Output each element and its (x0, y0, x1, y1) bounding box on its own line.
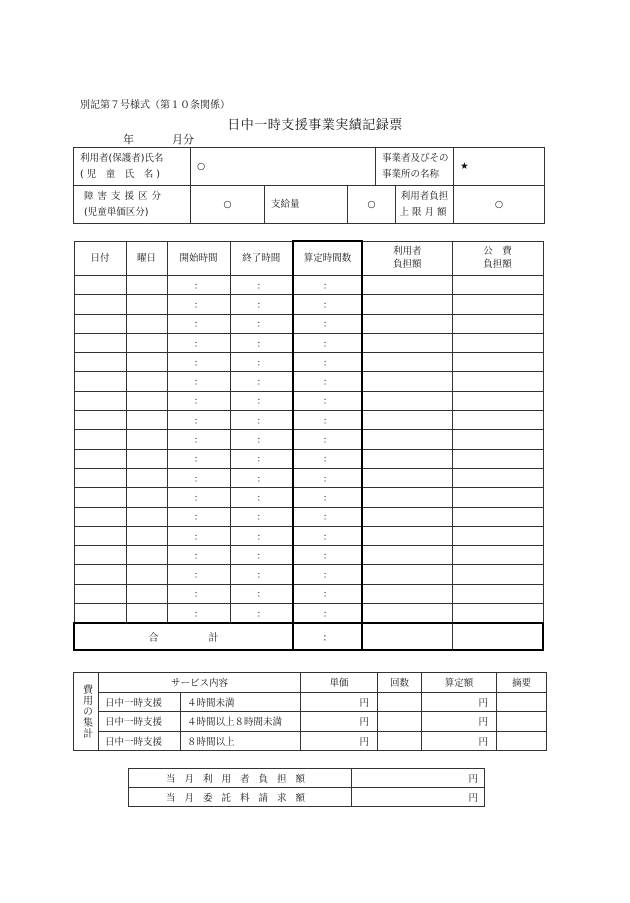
record-public-burden-cell[interactable] (452, 314, 543, 333)
total-user-burden[interactable] (362, 623, 452, 650)
record-calc-hours-cell[interactable]: ： (293, 449, 362, 468)
record-start-time-cell[interactable]: ： (167, 353, 230, 372)
record-row (74, 468, 543, 487)
record-date-cell[interactable] (74, 430, 126, 449)
record-start-time-cell[interactable]: ： (167, 565, 230, 584)
record-end-time-cell[interactable]: ： (230, 314, 293, 333)
record-end-time-cell[interactable]: ： (230, 526, 293, 545)
record-calc-hours-cell[interactable]: ： (293, 391, 362, 410)
record-user-burden-cell[interactable] (362, 276, 452, 295)
record-table (73, 240, 544, 651)
total-label: 合 計 (74, 623, 293, 650)
record-end-time-cell[interactable]: ： (230, 468, 293, 487)
fee-amount[interactable]: 円 (422, 731, 497, 751)
record-calc-hours-cell[interactable]: ： (293, 353, 362, 372)
record-weekday-cell[interactable] (126, 411, 167, 430)
provider-value[interactable]: ★ (454, 148, 545, 186)
record-start-time-cell[interactable]: ： (167, 468, 230, 487)
monthly-commission-value[interactable]: 円 (352, 788, 485, 807)
record-calc-hours-cell[interactable]: ： (293, 430, 362, 449)
record-calc-hours-cell[interactable]: ： (293, 333, 362, 352)
record-end-time-cell[interactable]: ： (230, 430, 293, 449)
record-date-cell[interactable] (74, 565, 126, 584)
record-user-burden-cell[interactable] (362, 411, 452, 430)
record-user-burden-cell[interactable] (362, 488, 452, 507)
record-public-burden-cell[interactable] (452, 468, 543, 487)
total-row (74, 623, 543, 650)
record-public-burden-cell[interactable] (452, 295, 543, 314)
fee-amount[interactable]: 円 (422, 692, 497, 712)
header-weekday: 曜日 (126, 241, 167, 276)
burden-limit-label: 利用者負担 上限月額 (396, 186, 454, 224)
record-date-cell[interactable] (74, 295, 126, 314)
record-weekday-cell[interactable] (126, 276, 167, 295)
record-start-time-cell[interactable]: ： (167, 449, 230, 468)
fee-header-unit-price: 単価 (301, 673, 378, 693)
fee-count[interactable] (378, 692, 422, 712)
record-row (74, 546, 543, 565)
record-public-burden-cell[interactable] (452, 488, 543, 507)
period-year: 年 (123, 133, 134, 146)
fee-unit-price[interactable]: 円 (301, 692, 378, 712)
monthly-total-table (128, 768, 485, 807)
record-end-time-cell[interactable]: ： (230, 411, 293, 430)
record-row (74, 488, 543, 507)
record-calc-hours-cell[interactable]: ： (293, 372, 362, 391)
fee-count[interactable] (378, 712, 422, 732)
record-calc-hours-cell[interactable]: ： (293, 565, 362, 584)
record-end-time-cell[interactable]: ： (230, 584, 293, 603)
record-weekday-cell[interactable] (126, 314, 167, 333)
record-user-burden-cell[interactable] (362, 333, 452, 352)
header-user-burden: 利用者 負担額 (362, 241, 452, 276)
record-date-cell[interactable] (74, 584, 126, 603)
record-user-burden-cell[interactable] (362, 295, 452, 314)
record-public-burden-cell[interactable] (452, 526, 543, 545)
record-calc-hours-cell[interactable]: ： (293, 546, 362, 565)
fee-count[interactable] (378, 731, 422, 751)
record-weekday-cell[interactable] (126, 546, 167, 565)
record-user-burden-cell[interactable] (362, 468, 452, 487)
record-weekday-cell[interactable] (126, 295, 167, 314)
total-public-burden[interactable] (452, 623, 543, 650)
fee-amount[interactable]: 円 (422, 712, 497, 732)
user-name-label: 利用者(保護者)氏名 ( 児 童 氏 名 ) (74, 148, 191, 186)
record-public-burden-cell[interactable] (452, 546, 543, 565)
record-calc-hours-cell[interactable]: ： (293, 295, 362, 314)
record-start-time-cell[interactable]: ： (167, 411, 230, 430)
record-user-burden-cell[interactable] (362, 546, 452, 565)
record-start-time-cell[interactable]: ： (167, 391, 230, 410)
record-date-cell[interactable] (74, 411, 126, 430)
record-user-burden-cell[interactable] (362, 353, 452, 372)
record-date-cell[interactable] (74, 276, 126, 295)
record-end-time-cell[interactable]: ： (230, 565, 293, 584)
fee-note[interactable] (497, 712, 547, 732)
record-row (74, 314, 543, 333)
fee-header-service: サービス内容 (99, 673, 301, 693)
record-user-burden-cell[interactable] (362, 565, 452, 584)
form-number-label: 別記第７号様式（第１０条関係） (80, 100, 230, 111)
record-date-cell[interactable] (74, 604, 126, 624)
record-public-burden-cell[interactable] (452, 449, 543, 468)
fee-summary-table (73, 672, 547, 751)
record-public-burden-cell[interactable] (452, 411, 543, 430)
record-row (74, 295, 543, 314)
record-weekday-cell[interactable] (126, 604, 167, 624)
record-weekday-cell[interactable] (126, 584, 167, 603)
fee-service-detail: ４時間未満 (181, 692, 301, 712)
record-start-time-cell[interactable]: ： (167, 584, 230, 603)
record-weekday-cell[interactable] (126, 468, 167, 487)
record-start-time-cell[interactable]: ： (167, 526, 230, 545)
record-header-row (74, 241, 543, 276)
fee-header-amount: 算定額 (422, 673, 497, 693)
fee-row (74, 712, 547, 732)
header-date: 日付 (74, 241, 126, 276)
record-calc-hours-cell[interactable]: ： (293, 488, 362, 507)
record-calc-hours-cell[interactable]: ： (293, 276, 362, 295)
record-date-cell[interactable] (74, 526, 126, 545)
record-date-cell[interactable] (74, 507, 126, 526)
record-end-time-cell[interactable]: ： (230, 353, 293, 372)
record-row (74, 276, 543, 295)
record-start-time-cell[interactable]: ： (167, 314, 230, 333)
record-public-burden-cell[interactable] (452, 604, 543, 624)
record-start-time-cell[interactable]: ： (167, 295, 230, 314)
record-weekday-cell[interactable] (126, 430, 167, 449)
record-weekday-cell[interactable] (126, 488, 167, 507)
record-date-cell[interactable] (74, 314, 126, 333)
fee-unit-price[interactable]: 円 (301, 712, 378, 732)
record-public-burden-cell[interactable] (452, 430, 543, 449)
user-info-table (73, 147, 545, 224)
record-start-time-cell[interactable]: ： (167, 372, 230, 391)
fee-note[interactable] (497, 692, 547, 712)
record-start-time-cell[interactable]: ： (167, 546, 230, 565)
monthly-user-burden-label: 当月利用者負担額 (129, 769, 352, 788)
record-row (74, 430, 543, 449)
record-end-time-cell[interactable]: ： (230, 333, 293, 352)
record-start-time-cell[interactable]: ： (167, 276, 230, 295)
record-date-cell[interactable] (74, 468, 126, 487)
record-weekday-cell[interactable] (126, 391, 167, 410)
record-user-burden-cell[interactable] (362, 391, 452, 410)
record-public-burden-cell[interactable] (452, 507, 543, 526)
record-public-burden-cell[interactable] (452, 372, 543, 391)
record-calc-hours-cell[interactable]: ： (293, 526, 362, 545)
record-user-burden-cell[interactable] (362, 372, 452, 391)
record-user-burden-cell[interactable] (362, 604, 452, 624)
record-row (74, 584, 543, 603)
record-public-burden-cell[interactable] (452, 333, 543, 352)
record-start-time-cell[interactable]: ： (167, 507, 230, 526)
record-public-burden-cell[interactable] (452, 353, 543, 372)
record-date-cell[interactable] (74, 488, 126, 507)
disability-class-label: 障害支援区分 (児童単価区分) (74, 186, 191, 224)
record-user-burden-cell[interactable] (362, 507, 452, 526)
header-end-time: 終了時間 (230, 241, 293, 276)
header-start-time: 開始時間 (167, 241, 230, 276)
fee-service-name: 日中一時支援 (99, 731, 181, 751)
record-public-burden-cell[interactable] (452, 276, 543, 295)
record-row (74, 372, 543, 391)
record-weekday-cell[interactable] (126, 526, 167, 545)
burden-limit-value[interactable]: ○ (454, 186, 545, 224)
fee-header-note: 摘要 (497, 673, 547, 693)
record-weekday-cell[interactable] (126, 372, 167, 391)
record-date-cell[interactable] (74, 353, 126, 372)
record-start-time-cell[interactable]: ： (167, 333, 230, 352)
fee-row (74, 731, 547, 751)
record-row (74, 353, 543, 372)
fee-unit-price[interactable]: 円 (301, 731, 378, 751)
record-end-time-cell[interactable]: ： (230, 546, 293, 565)
fee-note[interactable] (497, 731, 547, 751)
record-end-time-cell[interactable]: ： (230, 449, 293, 468)
record-date-cell[interactable] (74, 372, 126, 391)
disability-class-value[interactable]: ○ (191, 186, 265, 224)
record-row (74, 526, 543, 545)
record-public-burden-cell[interactable] (452, 565, 543, 584)
fee-service-name: 日中一時支援 (99, 712, 181, 732)
record-public-burden-cell[interactable] (452, 584, 543, 603)
record-user-burden-cell[interactable] (362, 449, 452, 468)
record-row (74, 411, 543, 430)
fee-service-name: 日中一時支援 (99, 692, 181, 712)
fee-service-detail: ８時間以上 (181, 731, 301, 751)
record-weekday-cell[interactable] (126, 353, 167, 372)
record-end-time-cell[interactable]: ： (230, 604, 293, 624)
provider-label: 事業者及びその 事業所の名称 (376, 148, 454, 186)
fee-service-detail: ４時間以上８時間未満 (181, 712, 301, 732)
fee-header-count: 回数 (378, 673, 422, 693)
record-public-burden-cell[interactable] (452, 391, 543, 410)
record-date-cell[interactable] (74, 449, 126, 468)
user-name-value[interactable]: ○ (191, 148, 376, 186)
record-calc-hours-cell[interactable]: ： (293, 468, 362, 487)
record-date-cell[interactable] (74, 546, 126, 565)
record-weekday-cell[interactable] (126, 507, 167, 526)
record-user-burden-cell[interactable] (362, 314, 452, 333)
record-date-cell[interactable] (74, 333, 126, 352)
record-calc-hours-cell[interactable]: ： (293, 314, 362, 333)
record-end-time-cell[interactable]: ： (230, 391, 293, 410)
record-row (74, 507, 543, 526)
supply-amount-value[interactable]: ○ (348, 186, 396, 224)
record-weekday-cell[interactable] (126, 565, 167, 584)
record-calc-hours-cell[interactable]: ： (293, 411, 362, 430)
supply-amount-label: 支給量 (265, 186, 348, 224)
record-end-time-cell[interactable]: ： (230, 372, 293, 391)
record-user-burden-cell[interactable] (362, 526, 452, 545)
record-row (74, 391, 543, 410)
record-end-time-cell[interactable]: ： (230, 276, 293, 295)
fee-summary-side-label: 費用の集計 (74, 673, 99, 751)
record-date-cell[interactable] (74, 391, 126, 410)
record-row (74, 333, 543, 352)
monthly-commission-label: 当月委託料請求額 (129, 788, 352, 807)
record-row (74, 604, 543, 624)
record-calc-hours-cell[interactable]: ： (293, 584, 362, 603)
record-weekday-cell[interactable] (126, 333, 167, 352)
record-end-time-cell[interactable]: ： (230, 507, 293, 526)
record-end-time-cell[interactable]: ： (230, 488, 293, 507)
record-start-time-cell[interactable]: ： (167, 488, 230, 507)
record-end-time-cell[interactable]: ： (230, 295, 293, 314)
fee-row (74, 692, 547, 712)
header-public-burden: 公 費 負担額 (452, 241, 543, 276)
monthly-user-burden-value[interactable]: 円 (352, 769, 485, 788)
record-start-time-cell[interactable]: ： (167, 604, 230, 624)
record-row (74, 449, 543, 468)
record-user-burden-cell[interactable] (362, 584, 452, 603)
document-title: 日中一時支援事業実績記録票 (227, 118, 403, 133)
record-calc-hours-cell[interactable]: ： (293, 507, 362, 526)
record-start-time-cell[interactable]: ： (167, 430, 230, 449)
record-user-burden-cell[interactable] (362, 430, 452, 449)
period-month: 月分 (172, 133, 194, 146)
total-hours[interactable]: ： (293, 623, 362, 650)
record-calc-hours-cell[interactable]: ： (293, 604, 362, 624)
record-row (74, 565, 543, 584)
header-calculated-hours: 算定時間数 (293, 241, 362, 276)
record-weekday-cell[interactable] (126, 449, 167, 468)
